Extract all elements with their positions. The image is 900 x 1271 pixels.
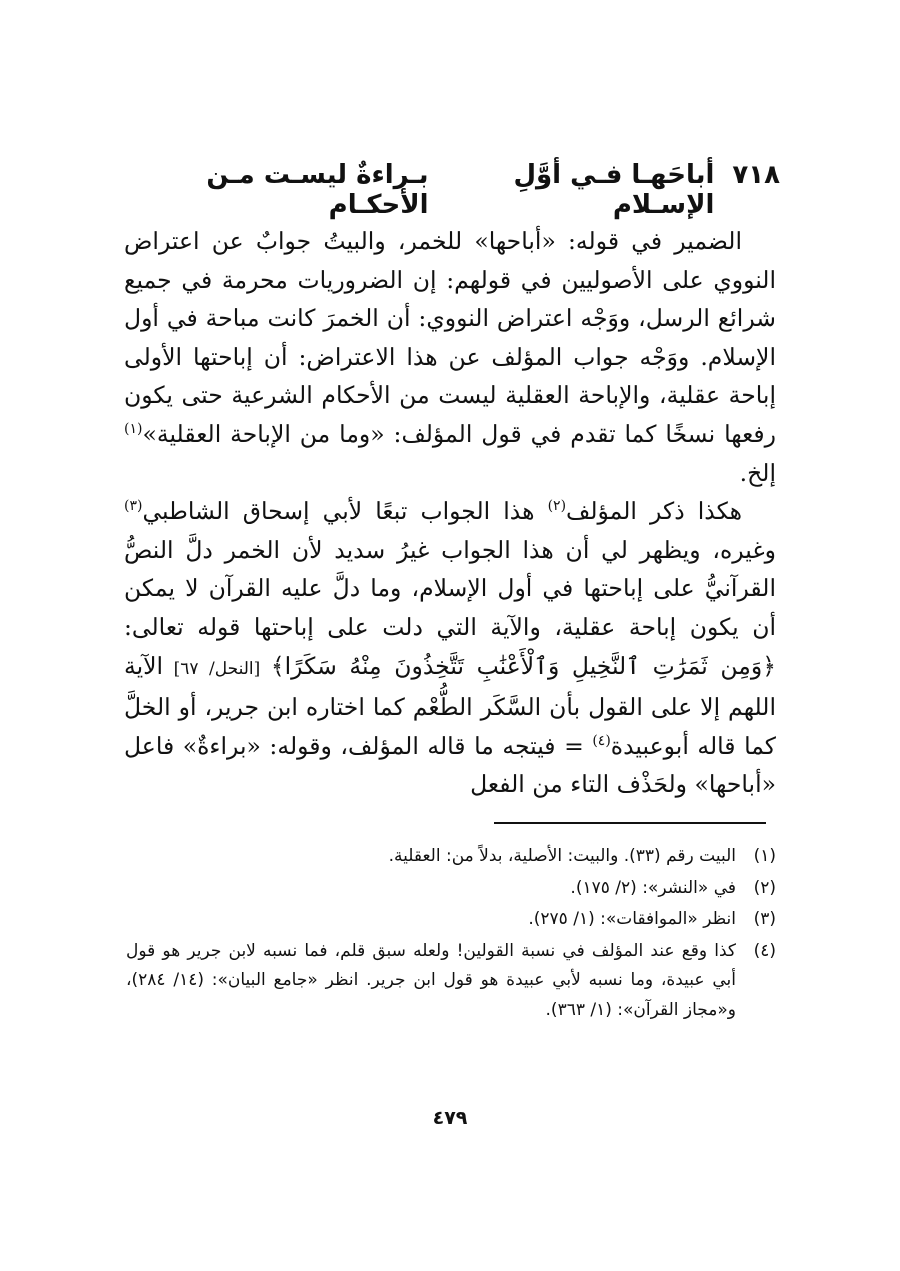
- footnote-item: [126, 842, 776, 872]
- paragraph-1-end: إلخ.: [739, 458, 776, 487]
- quran-reference: [النحل/ ٦٧]: [163, 658, 271, 679]
- footnote-ref-4[interactable]: (٤): [592, 732, 611, 749]
- footnote-item: [126, 874, 776, 904]
- paragraph-2-text-d: الآية اللهم إلا على القول بأن السَّكَر الطُّعْم كما اختاره ابن جرير، أو الخلَّ كما قاله أبوعبيدة: [124, 651, 776, 760]
- paragraph-2-text-c: وغيره، ويظهر لي أن هذا الجواب غيرُ سديد لأن الخمر دلَّ النصُّ القرآنيُّ على إباحتها في أول الإسلام، وما دلَّ عليه القرآن لا يمكن أن يكون إباحة عقلية، والآية التي دلت على إباحتها قوله تعالى:: [124, 535, 776, 641]
- paragraph-1: [124, 222, 776, 492]
- running-header: [120, 160, 780, 220]
- footnote-item: [126, 905, 776, 935]
- footnote-ref-2[interactable]: (٢): [547, 498, 567, 515]
- footnote-ref-1[interactable]: (١): [124, 421, 143, 438]
- paragraph-1-text: الضمير في قوله: «أباحها» للخمر، والبيتُ جوابٌ عن اعتراض النووي على الأصوليين في قولهم: إن الضروريات محرمة في جميع شرائع الرسل، ووَجْه اعتراض النووي: أن الخمرَ كانت مباحة في أول الإسلام. ووَجْه جواب المؤلف عن هذا الاعتراض: أن إباحتها الأولى إباحة عقلية، والإباحة العقلية ليست من الأحكام الشرعية حتى يكون رفعها نسخًا كما تقدم في قول المؤلف: «وما من الإباحة العقلية»: [124, 227, 776, 448]
- footnote-ref-3[interactable]: (٣): [124, 498, 143, 515]
- footnote-number: (٣): [753, 909, 776, 929]
- paragraph-2-text-b: هذا الجواب تبعًا لأبي إسحاق الشاطبي: [142, 497, 548, 526]
- paragraph-2-text-a: هكذا ذكر المؤلف: [566, 497, 742, 526]
- footnote-text: انظر «الموافقات»: (١/ ٢٧٥).: [528, 909, 736, 929]
- footnote-text: في «النشر»: (٢/ ١٧٥).: [570, 877, 736, 898]
- footnote-text: البيت رقم (٣٣). والبيت: الأصلية، بدلاً من: العقلية.: [388, 846, 736, 866]
- quran-verse: ﴿وَمِن ثَمَرَٰتِ ٱلنَّخِيلِ وَٱلْأَعْنَٰبِ تَتَّخِذُونَ مِنْهُ سَكَرًا﴾: [270, 651, 776, 680]
- page-number: ٤٧٩: [432, 1107, 468, 1129]
- paragraph-2-text-e: = فيتجه ما قاله المؤلف، وقوله: «براءةٌ» فاعل «أباحها» ولحَذْف التاء من الفعل: [124, 731, 776, 799]
- footnote-number: (٢): [753, 877, 776, 898]
- header-chapter-title: أباحَهـا فـي أوَّلِ الإسـلام: [513, 160, 715, 220]
- footnote-number: (١): [753, 846, 776, 866]
- paragraph-2: [124, 492, 776, 804]
- footnotes: [126, 842, 776, 1027]
- header-right-group: [429, 160, 781, 220]
- header-page-number: ٧١٨: [732, 160, 780, 190]
- footnote-item: [126, 937, 776, 1026]
- footnote-number: (٤): [753, 940, 776, 961]
- header-section-title: بـراءةٌ ليسـت مـن الأحكـام: [206, 160, 429, 220]
- footnote-separator: [494, 822, 766, 824]
- main-text: [124, 222, 776, 804]
- footnote-text: كذا وقع عند المؤلف في نسبة القولين! ولعله سبق قلم، فما نسبه لابن جرير هو قول أبي عبيدة، وما نسبه لأبي عبيدة هو قول ابن جرير. انظر «جامع البيان»: (١٤/ ٢٨٤)، و«مجاز القرآن»: (١/ ٣٦٣).: [126, 940, 736, 1020]
